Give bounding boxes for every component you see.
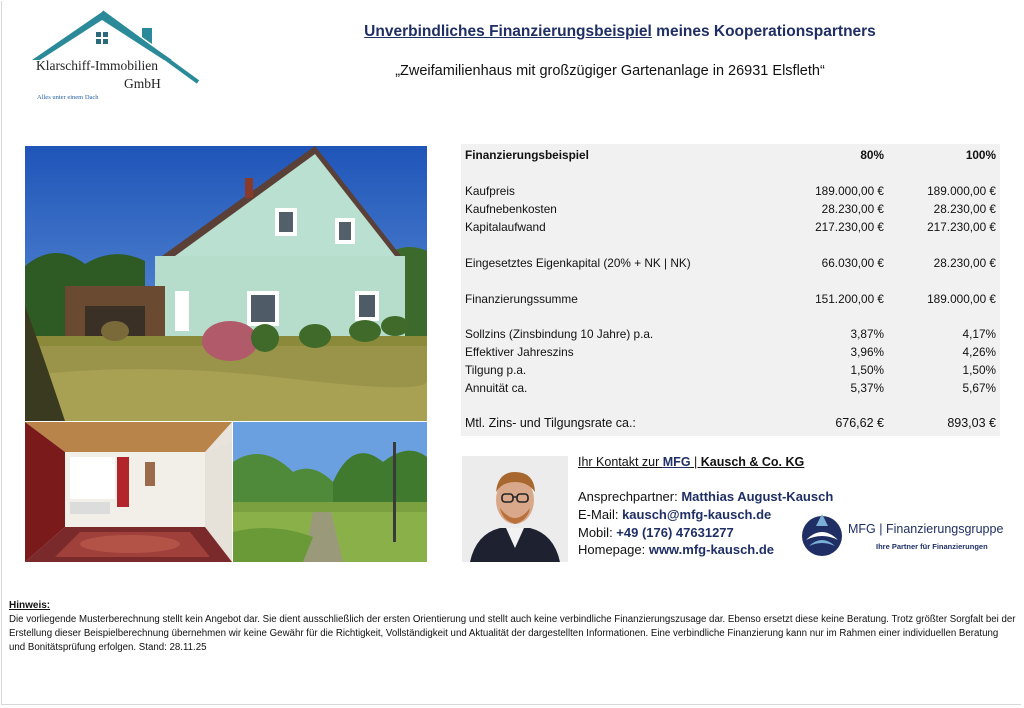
row-value-80: 189.000,00 € <box>815 184 884 198</box>
row-label: Effektiver Jahreszins <box>465 345 574 359</box>
table-row <box>461 327 1000 343</box>
logo-tagline: Alles unter einem Dach <box>37 94 99 101</box>
contact-email-line <box>578 507 771 522</box>
contact-phone-line <box>578 525 734 540</box>
row-value-80: 151.200,00 € <box>815 292 884 306</box>
row-value-80: 5,37% <box>850 381 884 395</box>
house-photo <box>25 146 427 421</box>
table-row-monthly-rate <box>461 416 1000 432</box>
table-row <box>461 220 1000 236</box>
interior-photo <box>25 422 232 562</box>
row-value-100: 1,50% <box>962 363 996 377</box>
table-header-row <box>461 148 1000 164</box>
row-value-100: 189.000,00 € <box>927 292 996 306</box>
contact-email-label: E-Mail: <box>578 507 623 522</box>
contact-heading-separator: | <box>690 455 701 469</box>
contact-person-name: Matthias August-Kausch <box>681 489 834 504</box>
row-label: Kaufpreis <box>465 184 515 198</box>
row-label: Tilgung p.a. <box>465 363 527 377</box>
row-value-80: 217.230,00 € <box>815 220 884 234</box>
contact-web-label: Homepage: <box>578 542 649 557</box>
contact-person-line <box>578 489 833 504</box>
mfg-logo-name: MFG | Finanzierungsgruppe <box>848 522 1004 536</box>
row-label: Eingesetztes Eigenkapital (20% + NK | NK) <box>465 256 691 270</box>
mfg-logo-tagline: Ihre Partner für Finanzierungen <box>876 542 988 551</box>
row-label: Kaufnebenkosten <box>465 202 557 216</box>
logo-company-name: Klarschiff-Immobilien <box>36 58 158 73</box>
company-logo <box>30 10 205 105</box>
row-value-80: 3,96% <box>850 345 884 359</box>
garden-photo <box>233 422 427 562</box>
table-row <box>461 256 1000 272</box>
contact-person-label: Ansprechpartner: <box>578 489 682 504</box>
table-row <box>461 363 1000 379</box>
contact-web-link[interactable]: www.mfg-kausch.de <box>648 542 775 557</box>
row-value-80: 3,87% <box>850 327 884 341</box>
page-title <box>340 23 900 41</box>
property-subtitle: „Zweifamilienhaus mit großzügiger Gartenanlage in 26931 Elsfleth“ <box>395 63 825 79</box>
disclaimer-text: Die vorliegende Musterberechnung stellt kein Angebot dar. Sie dient ausschließlich der ersten Orientierung und stellt auch keine verbindliche Finanzierungszusage dar. Ebenso ersetzt diese keine Beratung. Trotz größter Sorgfalt bei der Erstellung dieser Beispielberechnung übernehmen wir keine Gewähr für die Richtigkeit, Vollständigkeit und Aktualität der dargestellten Informationen. Eine verbindliche Finanzierung kann nur im Rahmen einer individuellen Beratung und Bonitätsprüfung erfolgen. Stand: 28.11.25 <box>9 614 1016 653</box>
row-value-80: 676,62 € <box>835 416 884 430</box>
page-title-rest: meines Kooperationspartners <box>651 23 876 40</box>
table-row <box>461 202 1000 218</box>
row-value-80: 28.230,00 € <box>821 202 884 216</box>
table-row <box>461 292 1000 308</box>
contact-heading-mfg: MFG <box>662 455 691 469</box>
contact-phone-label: Mobil: <box>578 525 617 540</box>
contact-heading-prefix: Ihr Kontakt zur <box>578 455 663 469</box>
disclaimer-title: Hinweis: <box>9 600 51 611</box>
mfg-emblem-icon <box>800 510 846 560</box>
contact-portrait <box>462 456 568 562</box>
row-value-100: 189.000,00 € <box>927 184 996 198</box>
table-row <box>461 381 1000 397</box>
table-row <box>461 184 1000 200</box>
row-label: Kapitalaufwand <box>465 220 546 234</box>
row-value-80: 1,50% <box>850 363 884 377</box>
row-value-100: 893,03 € <box>947 416 996 430</box>
contact-heading <box>578 455 804 469</box>
row-value-100: 217.230,00 € <box>927 220 996 234</box>
column-header-80: 80% <box>860 148 884 162</box>
row-value-100: 28.230,00 € <box>933 256 996 270</box>
logo-company-suffix: GmbH <box>124 76 161 91</box>
contact-email-link[interactable]: kausch@mfg-kausch.de <box>622 507 772 522</box>
page-title-underlined: Unverbindliches Finanzierungsbeispiel <box>364 23 652 40</box>
row-value-100: 4,26% <box>962 345 996 359</box>
row-label: Finanzierungssumme <box>465 292 578 306</box>
financing-table <box>461 144 1000 436</box>
row-label: Annuität ca. <box>465 381 528 395</box>
contact-phone-link[interactable]: +49 (176) 47631277 <box>616 525 734 540</box>
contact-heading-company: Kausch & Co. KG <box>700 455 805 469</box>
row-value-100: 28.230,00 € <box>933 202 996 216</box>
table-title: Finanzierungsbeispiel <box>465 148 589 162</box>
row-value-100: 5,67% <box>962 381 996 395</box>
row-label: Sollzins (Zinsbindung 10 Jahre) p.a. <box>465 327 654 341</box>
table-row <box>461 345 1000 361</box>
row-value-100: 4,17% <box>962 327 996 341</box>
mfg-logo <box>800 510 1004 562</box>
column-header-100: 100% <box>965 148 996 162</box>
contact-web-line <box>578 542 774 557</box>
row-label: Mtl. Zins- und Tilgungsrate ca.: <box>465 416 636 430</box>
row-value-80: 66.030,00 € <box>821 256 884 270</box>
